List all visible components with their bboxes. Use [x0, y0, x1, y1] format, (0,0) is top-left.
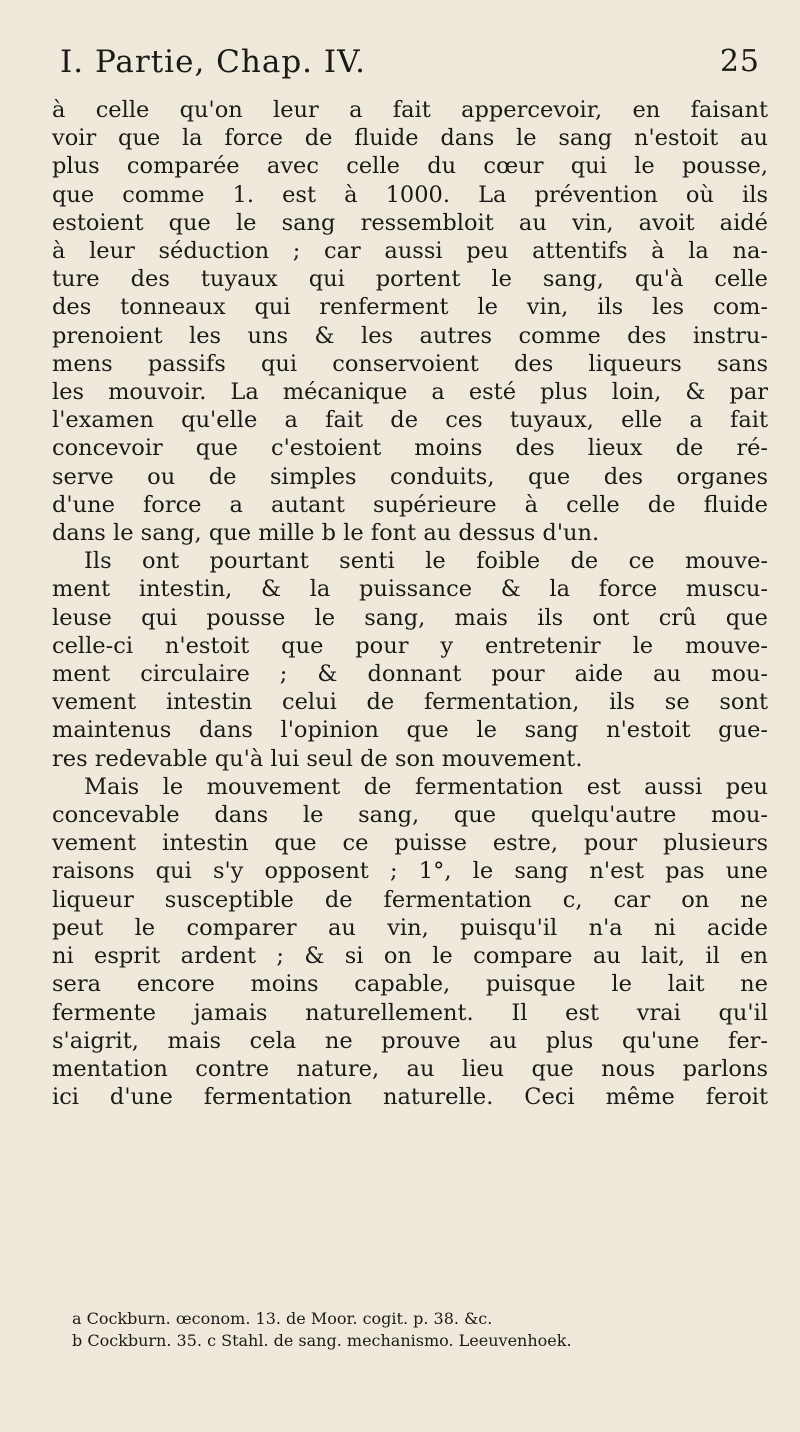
text-line: prenoient les uns & les autres comme des instru- [52, 322, 768, 349]
text-line: concevable dans le sang, que quelqu'autre mou- [52, 802, 768, 829]
text-line: des tonneaux qui renferment le vin, ils les com- [52, 294, 768, 321]
running-header [60, 44, 760, 90]
text-line: mens passifs qui conservoient des liqueurs sans [52, 350, 768, 377]
footnotes [72, 1308, 762, 1352]
footnote: a Cockburn. œconom. 13. de Moor. cogit. p. 38. &c. [72, 1309, 493, 1328]
text-line: l'examen qu'elle a fait de ces tuyaux, elle a fait [52, 407, 768, 434]
text-line: raisons qui s'y opposent ; 1°, le sang n'est pas une [52, 858, 768, 885]
text-line: serve ou de simples conduits, que des organes [52, 463, 768, 490]
text-line: d'une force a autant supérieure à celle de fluide [52, 491, 768, 518]
running-title: I. Partie, Chap. IV. [60, 44, 366, 80]
text-line: s'aigrit, mais cela ne prouve au plus qu'une fer- [52, 1027, 768, 1054]
text-line: ture des tuyaux qui portent le sang, qu'à celle [52, 266, 768, 293]
text-line: Ils ont pourtant senti le foible de ce mouve- [84, 548, 768, 575]
text-line: dans le sang, que mille b le font au dessus d'un. [52, 520, 600, 547]
text-line: liqueur susceptible de fermentation c, car on ne [52, 886, 768, 913]
text-line: vement intestin celui de fermentation, ils se sont [52, 689, 768, 716]
body-text [52, 96, 768, 1111]
text-line: maintenus dans l'opinion que le sang n'estoit gue- [52, 717, 768, 744]
text-line: ici d'une fermentation naturelle. Ceci même feroit [52, 1084, 768, 1111]
text-line: que comme 1. est à 1000. La prévention où ils [52, 181, 768, 208]
text-line: vement intestin que ce puisse estre, pour plusieurs [52, 830, 768, 857]
text-line: les mouvoir. La mécanique a esté plus loin, & par [52, 379, 768, 406]
text-line: estoient que le sang ressembloit au vin, avoit aidé [52, 209, 768, 236]
text-line: Mais le mouvement de fermentation est aussi peu [84, 773, 768, 800]
footnote: b Cockburn. 35. c Stahl. de sang. mechanismo. Leeuvenhoek. [72, 1331, 572, 1350]
text-line: leuse qui pousse le sang, mais ils ont crû que [52, 604, 768, 631]
text-line: sera encore moins capable, puisque le lait ne [52, 971, 768, 998]
text-line: à celle qu'on leur a fait appercevoir, en faisant [52, 97, 768, 123]
text-line: à leur séduction ; car aussi peu attentifs à la na- [52, 238, 768, 265]
text-line: voir que la force de fluide dans le sang n'estoit au [52, 125, 768, 152]
text-line: plus comparée avec celle du cœur qui le pousse, [52, 153, 768, 180]
text-line: concevoir que c'estoient moins des lieux de ré- [52, 435, 768, 462]
text-line: celle-ci n'estoit que pour y entretenir le mouve- [52, 632, 768, 659]
text-line: mentation contre nature, au lieu que nous parlons [52, 1055, 768, 1082]
text-line: fermente jamais naturellement. Il est vrai qu'il [52, 999, 768, 1026]
text-line: peut le comparer au vin, puisqu'il n'a ni acide [52, 914, 768, 941]
page-number: 25 [719, 44, 760, 79]
text-line: res redevable qu'à lui seul de son mouvement. [52, 745, 583, 772]
text-line: ment circulaire ; & donnant pour aide au mou- [52, 661, 768, 688]
text-line: ni esprit ardent ; & si on le compare au lait, il en [52, 943, 768, 970]
text-line: ment intestin, & la puissance & la force muscu- [52, 576, 768, 603]
